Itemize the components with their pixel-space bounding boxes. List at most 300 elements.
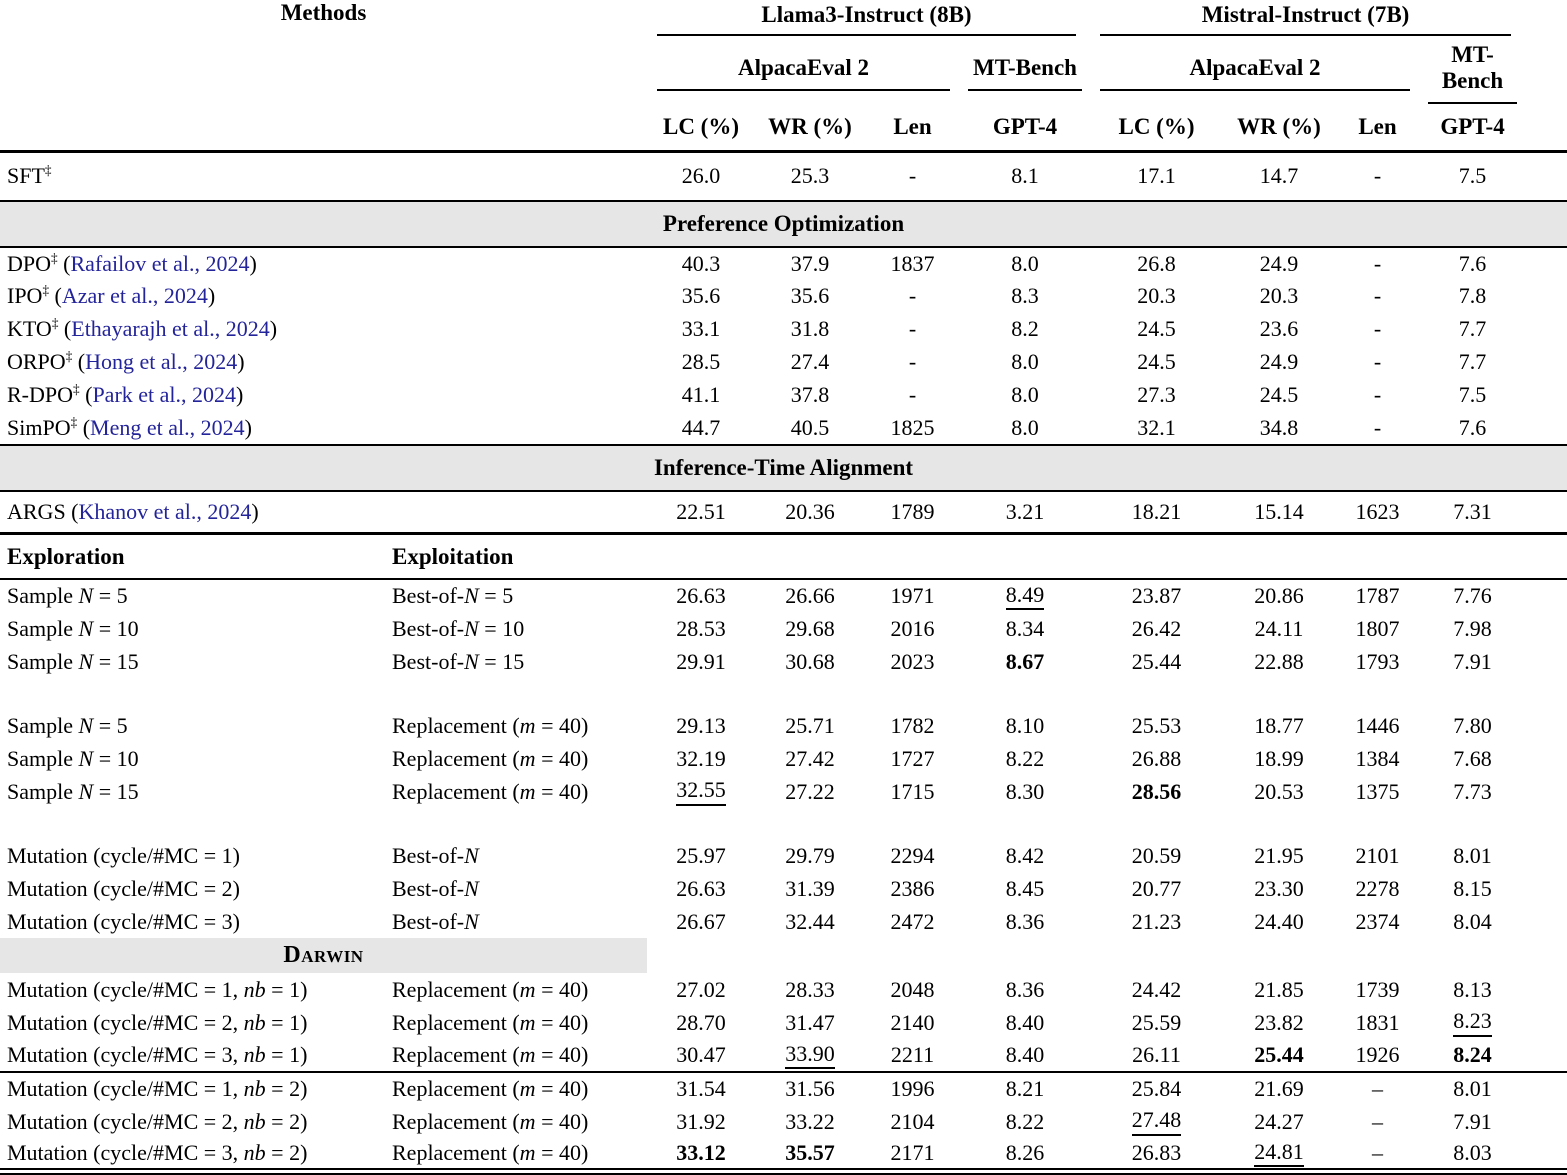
value: 29.79	[785, 842, 835, 868]
label-text: m	[519, 976, 536, 1002]
value: 20.86	[1254, 583, 1304, 608]
label-text: Mutation (cycle/#MC = 1,	[7, 1076, 244, 1101]
value: 27.22	[785, 778, 835, 804]
empty-cell	[647, 534, 1567, 580]
value: 26.42	[1131, 615, 1182, 641]
value-cell	[1420, 645, 1567, 678]
value-cell	[755, 1138, 865, 1171]
value-cell	[1090, 313, 1223, 346]
exploitation-cell	[385, 742, 647, 775]
methods-header: Methods	[0, 0, 647, 152]
value-cell	[647, 905, 755, 938]
label-text: N	[78, 712, 94, 738]
value: 23.82	[1254, 1009, 1304, 1035]
label-text: (	[49, 283, 62, 308]
value-cell	[1223, 346, 1335, 379]
table-row	[0, 280, 1567, 313]
value-cell	[865, 247, 960, 280]
table-row	[0, 313, 1567, 346]
value-cell	[1335, 1039, 1420, 1072]
value: 40.5	[790, 414, 830, 440]
value-cell	[1420, 247, 1567, 280]
value: 29.13	[676, 712, 726, 738]
value: 24.5	[1259, 382, 1299, 407]
value-cell	[1335, 412, 1420, 445]
value: 32.55	[676, 778, 726, 805]
value-cell	[647, 346, 755, 379]
value: 7.80	[1453, 712, 1492, 738]
method-cell	[0, 313, 647, 346]
label-text: (	[77, 414, 91, 440]
value-cell	[1420, 579, 1567, 612]
citation-link[interactable]: Azar et al., 2024	[61, 283, 208, 308]
label-text: SimPO	[7, 414, 71, 440]
method-cell	[0, 379, 647, 412]
value: –	[1372, 1076, 1383, 1101]
label-text: ‡	[44, 162, 52, 178]
label-text: = 5	[93, 583, 128, 608]
label-text: )	[207, 283, 216, 308]
value: 25.84	[1131, 1076, 1182, 1101]
value: 1375	[1355, 778, 1400, 804]
method-cell	[0, 412, 647, 445]
value-cell	[1420, 742, 1567, 775]
method-cell	[0, 905, 385, 938]
value: 23.6	[1259, 316, 1299, 341]
value-cell	[1335, 379, 1420, 412]
value: 7.76	[1453, 583, 1492, 608]
label-text: (	[57, 250, 71, 276]
value: -	[908, 349, 917, 374]
value: 27.02	[676, 976, 726, 1002]
value: 2171	[890, 1139, 935, 1165]
value-cell	[960, 839, 1090, 872]
value-cell	[1335, 905, 1420, 938]
value: 2101	[1355, 842, 1400, 868]
value: 32.44	[785, 908, 835, 934]
label-text: (	[72, 349, 86, 374]
col-header-wr: WR (%)	[755, 104, 865, 152]
value: 33.12	[676, 1139, 726, 1165]
label-text: = 40)	[535, 976, 589, 1002]
value-cell	[1090, 1138, 1223, 1171]
method-cell	[0, 839, 385, 872]
value-cell	[1223, 839, 1335, 872]
label-text: )	[237, 349, 245, 374]
value-cell	[960, 645, 1090, 678]
value-cell	[865, 579, 960, 612]
value-cell	[1090, 839, 1223, 872]
value: 1831	[1355, 1009, 1400, 1035]
value: 24.81	[1254, 1140, 1304, 1167]
value-cell	[647, 872, 755, 905]
label-text: = 5	[93, 712, 128, 738]
value: 28.53	[676, 615, 726, 641]
value: 37.9	[790, 250, 830, 276]
subgroup-alpacaeval-llama	[647, 36, 960, 104]
value: -	[1373, 250, 1382, 276]
value: 31.39	[785, 875, 835, 901]
value: 2211	[890, 1042, 935, 1067]
value-cell	[1090, 346, 1223, 379]
value: 26.0	[681, 163, 721, 189]
label-text: N	[464, 875, 479, 901]
citation-link[interactable]: Hong et al., 2024	[85, 349, 238, 374]
value-cell	[647, 247, 755, 280]
value: 27.42	[785, 745, 835, 771]
label-text: Mutation (cycle/#MC = 3)	[7, 908, 240, 934]
table-row	[0, 839, 1567, 872]
value: 8.15	[1453, 875, 1492, 901]
value: 7.31	[1453, 498, 1492, 524]
value-cell	[1223, 579, 1335, 612]
darwin-band-label: Darwin	[0, 938, 647, 973]
value-cell	[865, 839, 960, 872]
label-text: = 2)	[265, 1076, 308, 1101]
label-text: Best-of-	[392, 648, 465, 674]
value-cell	[960, 973, 1090, 1006]
value-cell	[1335, 152, 1420, 201]
value-cell	[1335, 775, 1420, 808]
value-cell	[1223, 973, 1335, 1006]
value-cell	[865, 1039, 960, 1072]
value-cell	[647, 412, 755, 445]
method-cell	[0, 1138, 385, 1171]
value-cell	[1223, 1006, 1335, 1039]
value-cell	[865, 412, 960, 445]
value-cell	[960, 1006, 1090, 1039]
table-row	[0, 379, 1567, 412]
value: 20.3	[1259, 283, 1299, 308]
method-cell	[0, 1072, 385, 1105]
spacer-cell	[0, 678, 1567, 709]
value: 8.0	[1011, 349, 1039, 374]
label-text: N	[464, 842, 479, 868]
value: -	[908, 382, 917, 407]
value: 18.21	[1131, 498, 1182, 524]
value-cell	[865, 491, 960, 534]
label-text: = 15	[93, 778, 139, 804]
exploitation-cell	[385, 612, 647, 645]
value-cell	[1223, 742, 1335, 775]
method-cell	[0, 152, 647, 201]
value: 31.47	[785, 1009, 835, 1035]
label-text: (	[58, 316, 72, 341]
value-cell	[1335, 280, 1420, 313]
value-cell	[1090, 491, 1223, 534]
value: 24.5	[1137, 349, 1176, 374]
value: 21.95	[1254, 842, 1304, 868]
value-cell	[1223, 280, 1335, 313]
exploration-exploitation-header	[0, 534, 1567, 580]
method-cell	[0, 1039, 385, 1072]
label-text: = 15	[93, 648, 139, 674]
table-row	[0, 412, 1567, 445]
table-row	[0, 1039, 1567, 1072]
label-text: = 40)	[535, 712, 589, 738]
table-row	[0, 775, 1567, 808]
value-cell	[1335, 645, 1420, 678]
value: 2472	[890, 908, 935, 934]
value: 2294	[890, 842, 935, 868]
value: –	[1372, 1139, 1383, 1165]
value: 28.33	[785, 976, 835, 1002]
value: 14.7	[1259, 163, 1299, 189]
label-text: Best-of-	[392, 615, 465, 641]
value: -	[1373, 316, 1382, 341]
subgroup-label: AlpacaEval 2	[1100, 49, 1410, 91]
group-header-llama	[647, 0, 1090, 36]
value-cell	[647, 839, 755, 872]
label-text: Replacement (	[392, 745, 520, 771]
citation-link[interactable]: Khanov et al., 2024	[78, 498, 252, 524]
value-cell	[755, 612, 865, 645]
subgroup-alpacaeval-mistral	[1090, 36, 1420, 104]
value-cell	[1223, 709, 1335, 742]
value-cell	[1420, 1072, 1567, 1105]
value-cell	[1420, 491, 1567, 534]
value: 8.26	[1005, 1139, 1045, 1165]
exploitation-cell	[385, 1006, 647, 1039]
value-cell	[1420, 412, 1567, 445]
value-cell	[1420, 872, 1567, 905]
label-text: Mutation (cycle/#MC = 1,	[7, 976, 244, 1002]
label-text: )	[251, 498, 259, 524]
label-text: N	[78, 745, 94, 771]
value-cell	[865, 1105, 960, 1138]
value: 1715	[890, 778, 935, 804]
citation-link[interactable]: Rafailov et al., 2024	[70, 250, 250, 276]
value-cell	[1335, 839, 1420, 872]
value-cell	[1223, 612, 1335, 645]
value-cell	[647, 152, 755, 201]
value: 1446	[1355, 712, 1400, 738]
value: 23.30	[1254, 875, 1304, 901]
label-text: ‡	[70, 414, 78, 430]
label-text: m	[519, 745, 536, 771]
value-cell	[1420, 346, 1567, 379]
subgroup-label: MT-Bench	[968, 49, 1082, 91]
method-cell	[0, 491, 647, 534]
value-cell	[647, 1138, 755, 1171]
label-text: Mutation (cycle/#MC = 2,	[7, 1009, 244, 1035]
label-text: (	[79, 382, 93, 407]
value: 8.01	[1453, 1076, 1492, 1101]
value: 26.8	[1137, 250, 1176, 276]
value-cell	[647, 1072, 755, 1105]
value: -	[1373, 414, 1382, 440]
label-text: Sample	[7, 615, 79, 641]
citation-link[interactable]: Meng et al., 2024	[90, 414, 245, 440]
method-cell	[0, 872, 385, 905]
value: 7.5	[1458, 163, 1487, 189]
label-text: nb	[243, 1108, 266, 1134]
exploitation-header: Exploitation	[385, 534, 647, 580]
value-cell	[1335, 247, 1420, 280]
label-text: Replacement (	[392, 1042, 520, 1067]
value: -	[908, 163, 917, 189]
value: 20.53	[1254, 778, 1304, 804]
value: 25.53	[1131, 712, 1182, 738]
value: 2278	[1355, 875, 1400, 901]
value-cell	[1090, 152, 1223, 201]
citation-link[interactable]: Park et al., 2024	[92, 382, 237, 407]
value-cell	[755, 579, 865, 612]
value: 26.11	[1132, 1042, 1181, 1067]
value: 26.83	[1131, 1139, 1182, 1165]
value: 1996	[890, 1076, 935, 1101]
label-text: = 40)	[535, 1108, 589, 1134]
value-cell	[1420, 839, 1567, 872]
value-cell	[755, 872, 865, 905]
label-text: Replacement (	[392, 778, 520, 804]
value-cell	[1335, 1006, 1420, 1039]
label-text: Best-of-	[392, 583, 465, 608]
value-cell	[1335, 346, 1420, 379]
value: 1787	[1355, 583, 1400, 608]
value-cell	[1090, 579, 1223, 612]
value: –	[1372, 1108, 1383, 1134]
table-row	[0, 872, 1567, 905]
value-cell	[1420, 280, 1567, 313]
value: 24.9	[1259, 250, 1299, 276]
value: 8.49	[1006, 583, 1045, 610]
value: 8.40	[1005, 1042, 1045, 1067]
value: 28.56	[1131, 778, 1182, 804]
value-cell	[865, 905, 960, 938]
method-cell	[0, 579, 385, 612]
label-text: Replacement (	[392, 1009, 520, 1035]
value: 1825	[890, 414, 935, 440]
label-text: ‡	[51, 250, 58, 266]
table-row	[0, 905, 1567, 938]
citation-link[interactable]: Ethayarajh et al., 2024	[71, 316, 270, 341]
results-table-body	[0, 152, 1567, 1172]
value-cell	[1223, 152, 1335, 201]
value-cell	[1090, 247, 1223, 280]
col-header-wr: WR (%)	[1223, 104, 1335, 152]
value: 8.23	[1453, 1009, 1492, 1036]
value: 1837	[890, 250, 935, 276]
group-header-mistral	[1090, 0, 1567, 36]
label-text: m	[519, 778, 536, 804]
value-cell	[865, 346, 960, 379]
label-text: Best-of-	[392, 842, 465, 868]
value: -	[1373, 349, 1382, 374]
value: 27.48	[1132, 1108, 1182, 1135]
value-cell	[1335, 742, 1420, 775]
value-cell	[647, 579, 755, 612]
label-text: ‡	[65, 348, 73, 364]
value-cell	[1223, 491, 1335, 534]
value-cell	[1335, 579, 1420, 612]
method-cell	[0, 1006, 385, 1039]
value-cell	[755, 280, 865, 313]
value: 25.71	[785, 712, 835, 738]
label-text: = 40)	[535, 1139, 589, 1165]
value-cell	[865, 1138, 960, 1171]
method-cell	[0, 280, 647, 313]
value: 8.03	[1453, 1139, 1492, 1165]
value: 8.0	[1011, 414, 1039, 440]
table-row	[0, 491, 1567, 534]
value-cell	[755, 1105, 865, 1138]
spacer-row	[0, 808, 1567, 839]
label-text: = 1)	[265, 1042, 308, 1067]
value-cell	[1090, 612, 1223, 645]
subgroup-mtbench-llama	[960, 36, 1090, 104]
label-text: KTO	[7, 316, 52, 341]
value-cell	[1335, 1072, 1420, 1105]
value-cell	[865, 1072, 960, 1105]
value: 2016	[890, 615, 935, 641]
label-text: Replacement (	[392, 1139, 520, 1165]
value: 3.21	[1005, 498, 1045, 524]
label-text: Mutation (cycle/#MC = 2)	[7, 875, 240, 901]
value: 8.36	[1005, 908, 1045, 934]
label-text: IPO	[7, 283, 43, 308]
value-cell	[865, 280, 960, 313]
value-cell	[647, 775, 755, 808]
value-cell	[755, 313, 865, 346]
label-text: = 40)	[535, 745, 589, 771]
label-text: = 1)	[265, 1009, 308, 1035]
value-cell	[1420, 313, 1567, 346]
value-cell	[865, 973, 960, 1006]
value-cell	[755, 1072, 865, 1105]
value-cell	[1223, 247, 1335, 280]
label-text: Best-of-	[392, 875, 465, 901]
value-cell	[755, 839, 865, 872]
value: 24.9	[1259, 349, 1299, 374]
value-cell	[1223, 775, 1335, 808]
value: 25.59	[1131, 1009, 1182, 1035]
label-text: ARGS (	[7, 498, 79, 524]
exploitation-cell	[385, 775, 647, 808]
value: 27.4	[790, 349, 830, 374]
value-cell	[1335, 709, 1420, 742]
value-cell	[1420, 152, 1567, 201]
value: 2140	[890, 1009, 935, 1035]
label-text: = 1)	[265, 976, 308, 1002]
value-cell	[960, 1105, 1090, 1138]
label-text: ORPO	[7, 349, 66, 374]
value-cell	[1420, 1039, 1567, 1072]
table-row	[0, 579, 1567, 612]
value: 8.21	[1005, 1076, 1045, 1101]
label-text: nb	[243, 1009, 266, 1035]
value: 25.97	[676, 842, 726, 868]
value-cell	[1420, 775, 1567, 808]
value-cell	[647, 742, 755, 775]
table-row	[0, 1105, 1567, 1138]
value-cell	[960, 412, 1090, 445]
label-text: Sample	[7, 583, 79, 608]
value: 25.3	[790, 163, 830, 189]
value-cell	[647, 280, 755, 313]
value: 7.91	[1453, 648, 1492, 674]
label-text: Replacement (	[392, 712, 520, 738]
value-cell	[960, 280, 1090, 313]
value-cell	[865, 709, 960, 742]
label-text: = 10	[93, 615, 139, 641]
value-cell	[647, 1039, 755, 1072]
value: 8.1	[1011, 163, 1039, 189]
value-cell	[1335, 1105, 1420, 1138]
value: 8.22	[1005, 1108, 1045, 1134]
label-text: m	[519, 1108, 536, 1134]
value-cell	[755, 346, 865, 379]
